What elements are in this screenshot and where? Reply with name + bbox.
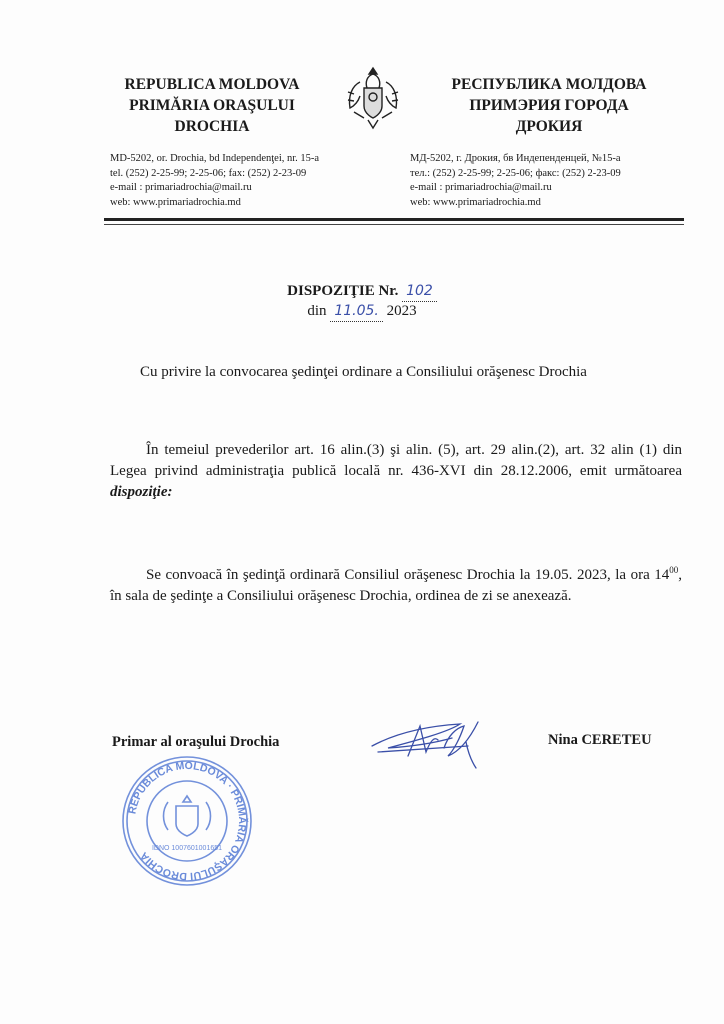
paragraph-convocation bbox=[110, 560, 682, 607]
contact-romanian bbox=[110, 152, 319, 210]
official-stamp-icon bbox=[118, 752, 256, 890]
handwritten-signature-icon bbox=[368, 712, 508, 774]
time-superscript: 00 bbox=[669, 565, 679, 575]
stamp-idno: IDNO 1007601001651 bbox=[151, 845, 223, 852]
contact-line: web: www.primariadrochia.md bbox=[110, 196, 241, 208]
header-russian bbox=[418, 74, 680, 137]
contact-russian bbox=[410, 152, 621, 210]
disposition-din-label: din bbox=[307, 303, 327, 319]
disposition-year: 2023 bbox=[386, 303, 417, 319]
contact-line: МД-5202, г. Дрокия, бв Индепенденцей, №15-а bbox=[410, 153, 621, 164]
disposition-nr-label: Nr. bbox=[378, 283, 399, 299]
contact-line: MD-5202, or. Drochia, bd Independenţei, nr. 15-a bbox=[110, 153, 320, 164]
disposition-date: 11.05. bbox=[330, 302, 383, 322]
contact-line: web: www.primariadrochia.md bbox=[410, 196, 541, 208]
header-line: PRIMĂRIA ORAŞULUI bbox=[129, 97, 295, 114]
disposition-title: DISPOZIŢIE bbox=[287, 283, 375, 299]
coat-of-arms-icon bbox=[340, 62, 406, 134]
header-romanian bbox=[96, 74, 328, 137]
document-subject: Cu privire la convocarea şedinţei ordinare a Consiliului orăşenesc Drochia bbox=[140, 364, 587, 380]
paragraph-legal-basis bbox=[110, 440, 682, 503]
header-line: ДРОКИЯ bbox=[515, 118, 583, 135]
signatory-name: Nina CERETEU bbox=[548, 732, 652, 748]
paragraph-emphasis: dispoziţie: bbox=[110, 484, 173, 500]
header-divider-thin bbox=[104, 224, 684, 225]
contact-line: тел.: (252) 2-25-99; 2-25-06; факс: (252) 2-23-09 bbox=[410, 167, 621, 179]
contact-line: e-mail : primariadrochia@mail.ru bbox=[110, 182, 252, 193]
header-divider bbox=[104, 218, 684, 221]
header-line: ПРИМЭРИЯ ГОРОДА bbox=[469, 97, 629, 114]
header-line: РЕСПУБЛИКА МОЛДОВА bbox=[451, 76, 647, 93]
paragraph-text: , în sala de şedinţe a Consiliului orăşenesc Drochia, ordinea de zi se anexează. bbox=[110, 567, 682, 604]
paragraph-text: În temeiul prevederilor art. 16 alin.(3) şi alin. (5), art. 29 alin.(2), art. 32 alin (1) din Legea privind administraţia publică locală nr. 436-XVI din 28.12.2006, emit următoarea bbox=[110, 442, 682, 479]
disposition-heading bbox=[0, 282, 724, 322]
header-line: DROCHIA bbox=[174, 118, 250, 135]
stamp-text: REPUBLICA MOLDOVA · PRIMĂRIA ORAŞULUI DROCHIA bbox=[126, 759, 249, 883]
paragraph-text: Se convoacă în şedinţă ordinară Consiliul orăşenesc Drochia la 19.05. 2023, la ora 14 bbox=[146, 567, 670, 583]
signatory-title: Primar al oraşului Drochia bbox=[112, 734, 280, 750]
contact-line: tel. (252) 2-25-99; 2-25-06; fax: (252) 2-23-09 bbox=[110, 167, 307, 179]
header-line: REPUBLICA MOLDOVA bbox=[124, 76, 300, 93]
disposition-number: 102 bbox=[402, 282, 437, 302]
contact-line: e-mail : primariadrochia@mail.ru bbox=[410, 182, 552, 193]
